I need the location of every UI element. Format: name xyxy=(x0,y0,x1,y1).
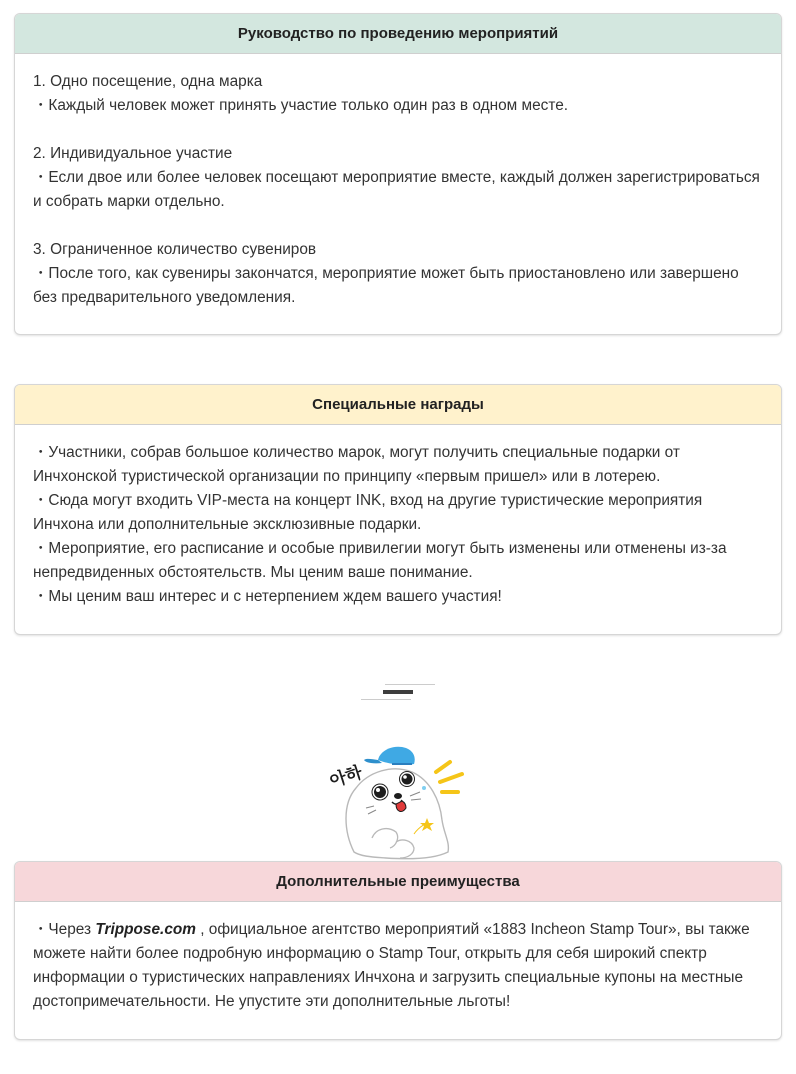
guide-item-heading: 1. Одно посещение, одна марка xyxy=(33,73,263,90)
extra-benefits-card-title: Дополнительные преимущества xyxy=(15,862,781,902)
guide-item-bullet: ・После того, как сувениры закончатся, мероприятие может быть приостановлено или завершено без предварительного уведомления. xyxy=(33,265,739,306)
trippose-link[interactable]: Trippose.com xyxy=(95,921,196,938)
rewards-card xyxy=(14,384,782,635)
guide-item-bullet: ・Каждый человек может принять участие только один раз в одном месте. xyxy=(33,97,569,114)
decorative-divider xyxy=(360,683,436,701)
guide-card-body xyxy=(15,54,781,330)
guide-item-heading: 3. Ограниченное количество сувениров xyxy=(33,241,317,258)
rewards-bullet: ・Участники, собрав большое количество марок, могут получить специальные подарки от Инчхонской туристической организации по принципу «первым пришел» или в лотерею. xyxy=(33,444,680,485)
extra-benefits-text: , официальное агентство мероприятий «1883 Incheon Stamp Tour», вы также можете найти более подробную информацию о Stamp Tour, открыть для себя широкий спектр информации о туристических направлениях Инчхона и загрузить специальные купоны на местные достопримечательности. Не упустите эти дополнительные льготы! xyxy=(33,921,750,1010)
rewards-card-body xyxy=(15,425,781,629)
svg-text:아하: 아하 xyxy=(327,762,365,792)
rewards-bullet: ・Мероприятие, его расписание и особые привилегии могут быть изменены или отменены из-за непредвиденных обстоятельств. Мы ценим ваше понимание. xyxy=(33,540,727,581)
guide-card-title: Руководство по проведению мероприятий xyxy=(15,14,781,54)
rewards-bullet: ・Сюда могут входить VIP-места на концерт INK, вход на другие туристические мероприятия Инчхона или дополнительные эксклюзивные подарки. xyxy=(33,492,703,533)
guide-item-heading: 2. Индивидуальное участие xyxy=(33,145,233,162)
rewards-bullet: ・Мы ценим ваш интерес и с нетерпением ждем вашего участия! xyxy=(33,588,502,605)
extra-benefits-card-body xyxy=(15,902,781,1034)
extra-benefits-prefix: ・Через xyxy=(33,921,96,938)
rewards-card-title: Специальные награды xyxy=(15,385,781,425)
guide-card xyxy=(14,13,782,335)
extra-benefits-card xyxy=(14,861,782,1040)
guide-item-bullet: ・Если двое или более человек посещают мероприятие вместе, каждый должен зарегистрироваться и собрать марки отдельно. xyxy=(33,169,760,210)
seal-mascot-icon xyxy=(326,742,472,862)
